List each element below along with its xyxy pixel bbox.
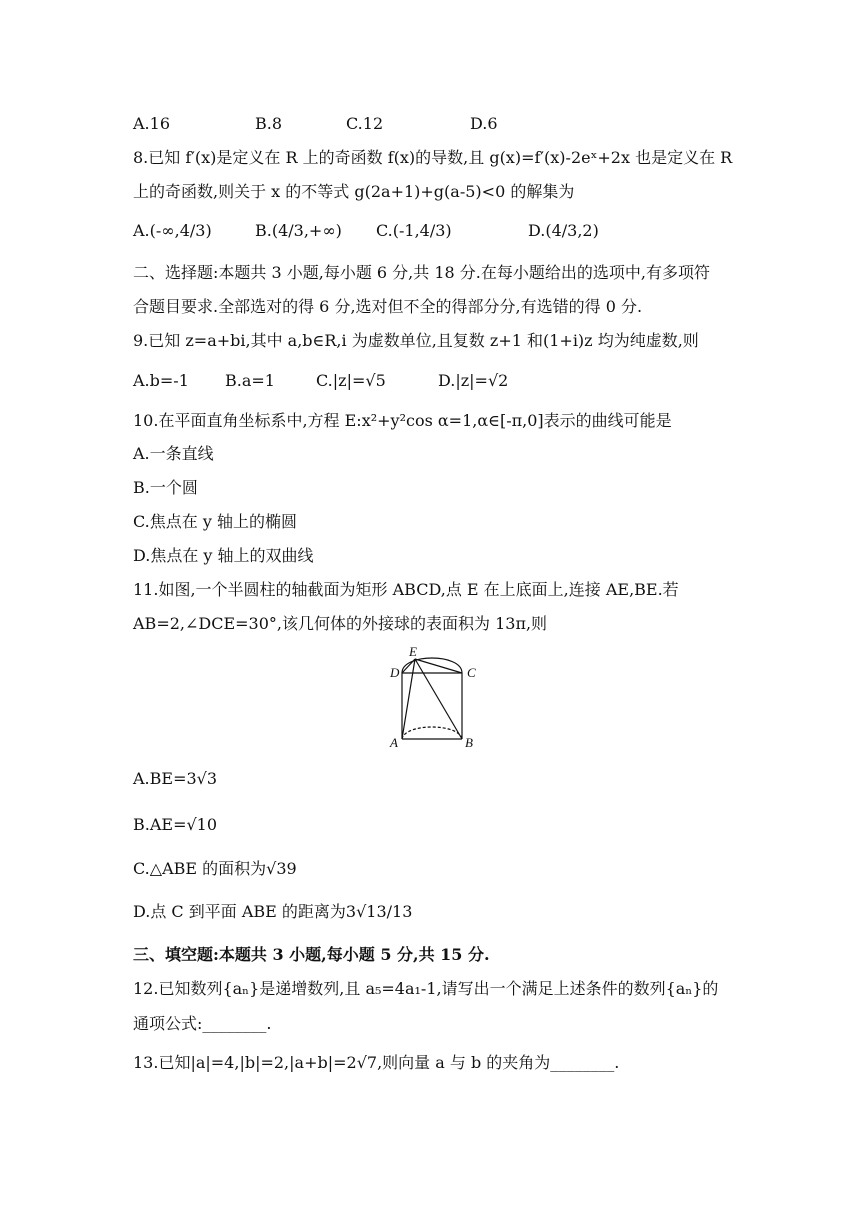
label-a: A <box>390 735 398 750</box>
q10-option-a: A.一条直线 <box>133 444 214 463</box>
q11-option-a: A.BE=3√3 <box>133 769 218 788</box>
q8-stem-line2: 上的奇函数,则关于 x 的不等式 g(2a+1)+g(a-5)<0 的解集为 <box>133 182 575 201</box>
q9-option-c: C.|z|=√5 <box>316 371 386 390</box>
q11-option-d: D.点 C 到平面 ABE 的距离为3√13/13 <box>133 902 413 921</box>
q11-option-c: C.△ABE 的面积为√39 <box>133 859 297 878</box>
q11-option-b: B.AE=√10 <box>133 815 218 834</box>
q11-stem-line2: AB=2,∠DCE=30°,该几何体的外接球的表面积为 13π,则 <box>133 614 548 633</box>
q12-stem-line2: 通项公式:________. <box>133 1014 272 1033</box>
q9-option-a: A.b=-1 <box>133 371 189 390</box>
q8-option-c: C.(-1,4/3) <box>376 221 452 240</box>
label-c: C <box>467 665 476 680</box>
bottom-arc <box>402 727 462 739</box>
q10-option-c: C.焦点在 y 轴上的椭圆 <box>133 512 297 531</box>
section2-header-line1: 二、选择题:本题共 3 小题,每小题 6 分,共 18 分.在每小题给出的选项中,有多项符 <box>133 263 710 282</box>
q8-option-a: A.(-∞,4/3) <box>133 221 212 240</box>
q9-option-d: D.|z|=√2 <box>438 371 509 390</box>
q12-stem-line1: 12.已知数列{aₙ}是递增数列,且 a₅=4a₁-1,请写出一个满足上述条件的数列{aₙ}的 <box>133 979 719 998</box>
q9-option-b: B.a=1 <box>225 371 275 390</box>
q8-stem-line1: 8.已知 f′(x)是定义在 R 上的奇函数 f(x)的导数,且 g(x)=f′(x)-2eˣ+2x 也是定义在 R <box>133 148 733 167</box>
q13-stem: 13.已知|a|=4,|b|=2,|a+b|=2√7,则向量 a 与 b 的夹角为________. <box>133 1053 620 1072</box>
q8-option-b: B.(4/3,+∞) <box>255 221 342 240</box>
q7-option-c: C.12 <box>346 114 384 133</box>
q9-stem: 9.已知 z=a+bi,其中 a,b∈R,i 为虚数单位,且复数 z+1 和(1+i)z 均为纯虚数,则 <box>133 331 699 350</box>
q7-option-d: D.6 <box>470 114 498 133</box>
q10-stem: 10.在平面直角坐标系中,方程 E:x²+y²cos α=1,α∈[-π,0]表示的曲线可能是 <box>133 411 672 430</box>
q7-option-b: B.8 <box>255 114 283 133</box>
q10-option-b: B.一个圆 <box>133 478 198 497</box>
q11-stem-line1: 11.如图,一个半圆柱的轴截面为矩形 ABCD,点 E 在上底面上,连接 AE,BE.若 <box>133 580 679 599</box>
half-cylinder-figure <box>385 643 485 755</box>
q8-option-d: D.(4/3,2) <box>528 221 599 240</box>
label-e: E <box>409 644 417 659</box>
q7-option-a: A.16 <box>133 114 170 133</box>
section3-header: 三、填空题:本题共 3 小题,每小题 5 分,共 15 分. <box>133 945 490 964</box>
label-d: D <box>390 665 400 680</box>
q10-option-d: D.焦点在 y 轴上的双曲线 <box>133 546 314 565</box>
section2-header-line2: 合题目要求.全部选对的得 6 分,选对但不全的得部分分,有选错的得 0 分. <box>133 297 643 316</box>
label-b: B <box>465 735 473 750</box>
